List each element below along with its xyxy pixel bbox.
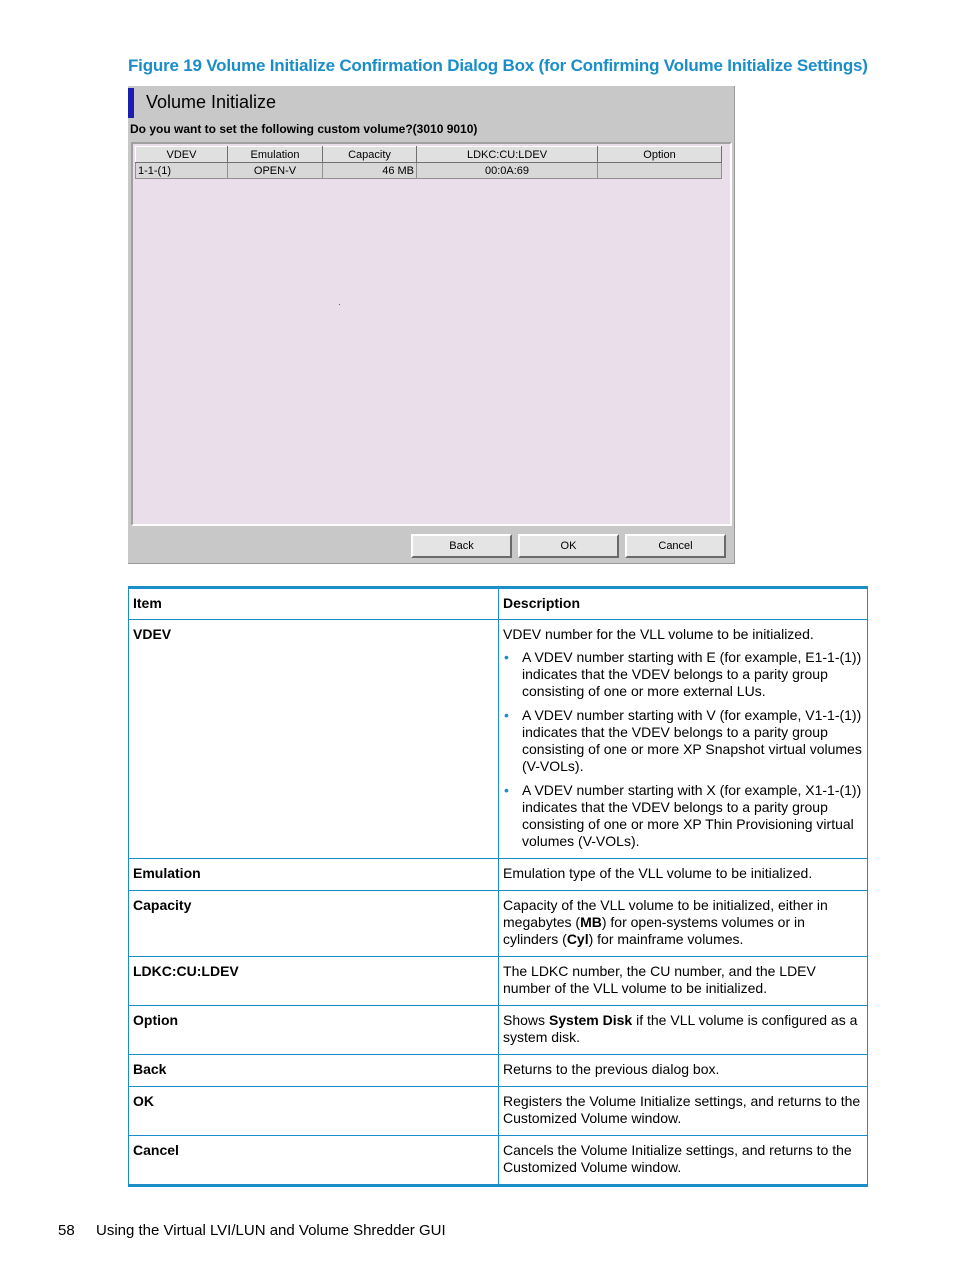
- item-capacity: Capacity: [129, 891, 499, 957]
- cell-ldkc-cu-ldev[interactable]: 00:0A:69: [417, 163, 598, 179]
- header-description: Description: [499, 588, 868, 620]
- volume-initialize-dialog: [128, 86, 735, 564]
- table-row: [129, 1136, 868, 1186]
- list-item: • A VDEV number starting with X (for example, X1-1-(1)) indicates that the VDEV belongs to a parity group consisting of one or more XP Thin Provisioning virtual volumes (V-VOLs).: [522, 782, 862, 850]
- column-ldkc-cu-ldev[interactable]: LDKC:CU:LDEV: [417, 147, 598, 163]
- item-option: Option: [129, 1006, 499, 1055]
- vdev-bullet-list: [503, 649, 862, 850]
- volume-table-header: [136, 147, 722, 163]
- description-table: [128, 586, 868, 1187]
- list-item: • A VDEV number starting with V (for example, V1-1-(1)) indicates that the VDEV belongs to a parity group consisting of one or more XP Snapshot virtual volumes (V-VOLs).: [522, 707, 862, 775]
- table-row[interactable]: [136, 163, 722, 179]
- item-emulation: Emulation: [129, 859, 499, 891]
- desc-vdev-intro: VDEV number for the VLL volume to be initialized.: [503, 626, 814, 642]
- table-row: [129, 891, 868, 957]
- footer-title: Using the Virtual LVI/LUN and Volume Shredder GUI: [96, 1222, 446, 1239]
- ok-button[interactable]: OK: [518, 534, 619, 558]
- item-back: Back: [129, 1055, 499, 1087]
- table-row: [129, 859, 868, 891]
- cell-emulation[interactable]: OPEN-V: [228, 163, 323, 179]
- back-button[interactable]: Back: [411, 534, 512, 558]
- cyl-term: Cyl: [566, 931, 589, 947]
- table-header-row: [129, 588, 868, 620]
- desc-vdev: [499, 620, 868, 859]
- text-span: ) for mainframe volumes.: [588, 931, 744, 947]
- figure-caption: Figure 19 Volume Initialize Confirmation Dialog Box (for Confirming Volume Initialize Settings): [128, 56, 868, 75]
- header-item: Item: [129, 588, 499, 620]
- cancel-button[interactable]: Cancel: [625, 534, 726, 558]
- item-ldkc-cu-ldev: LDKC:CU:LDEV: [129, 957, 499, 1006]
- cell-capacity[interactable]: 46 MB: [323, 163, 417, 179]
- column-option[interactable]: Option: [598, 147, 722, 163]
- dialog-title: Volume Initialize: [146, 92, 277, 112]
- desc-capacity: [499, 891, 868, 957]
- table-row: [129, 957, 868, 1006]
- desc-cancel: Cancels the Volume Initialize settings, and returns to the Customized Volume window.: [499, 1136, 868, 1186]
- volume-list-panel: [131, 142, 732, 526]
- confirmation-question: Do you want to set the following custom volume?(3010 9010): [130, 122, 478, 136]
- page-footer: [58, 1222, 446, 1239]
- volume-table: [135, 146, 722, 179]
- table-row: [129, 1055, 868, 1087]
- text-span: Capacity of the VLL volume to be initialized, either in megabytes (: [503, 897, 828, 930]
- desc-option: [499, 1006, 868, 1055]
- item-cancel: Cancel: [129, 1136, 499, 1186]
- text-span: if the VLL volume is configured as a system disk.: [503, 1012, 858, 1045]
- desc-ldkc-cu-ldev: The LDKC number, the CU number, and the LDEV number of the VLL volume to be initialized.: [499, 957, 868, 1006]
- item-vdev: VDEV: [129, 620, 499, 859]
- page-number: 58: [58, 1222, 75, 1239]
- list-item: • A VDEV number starting with E (for example, E1-1-(1)) indicates that the VDEV belongs to a parity group consisting of one or more external LUs.: [522, 649, 862, 700]
- text-span: ) for open-systems volumes or in cylinders (: [503, 914, 805, 947]
- stray-pixel: [339, 304, 340, 305]
- desc-emulation: Emulation type of the VLL volume to be initialized.: [499, 859, 868, 891]
- cell-option[interactable]: [598, 163, 722, 179]
- table-row: [129, 1006, 868, 1055]
- table-row: [129, 1087, 868, 1136]
- text-span: Shows: [503, 1012, 549, 1028]
- cell-vdev[interactable]: 1-1-(1): [136, 163, 228, 179]
- column-capacity[interactable]: Capacity: [323, 147, 417, 163]
- desc-ok: Registers the Volume Initialize settings, and returns to the Customized Volume window.: [499, 1087, 868, 1136]
- desc-back: Returns to the previous dialog box.: [499, 1055, 868, 1087]
- table-row: [129, 620, 868, 859]
- system-disk-term: System Disk: [548, 1012, 633, 1028]
- item-ok: OK: [129, 1087, 499, 1136]
- column-emulation[interactable]: Emulation: [228, 147, 323, 163]
- mb-term: MB: [580, 914, 602, 930]
- column-vdev[interactable]: VDEV: [136, 147, 228, 163]
- title-accent-bar: [128, 88, 134, 118]
